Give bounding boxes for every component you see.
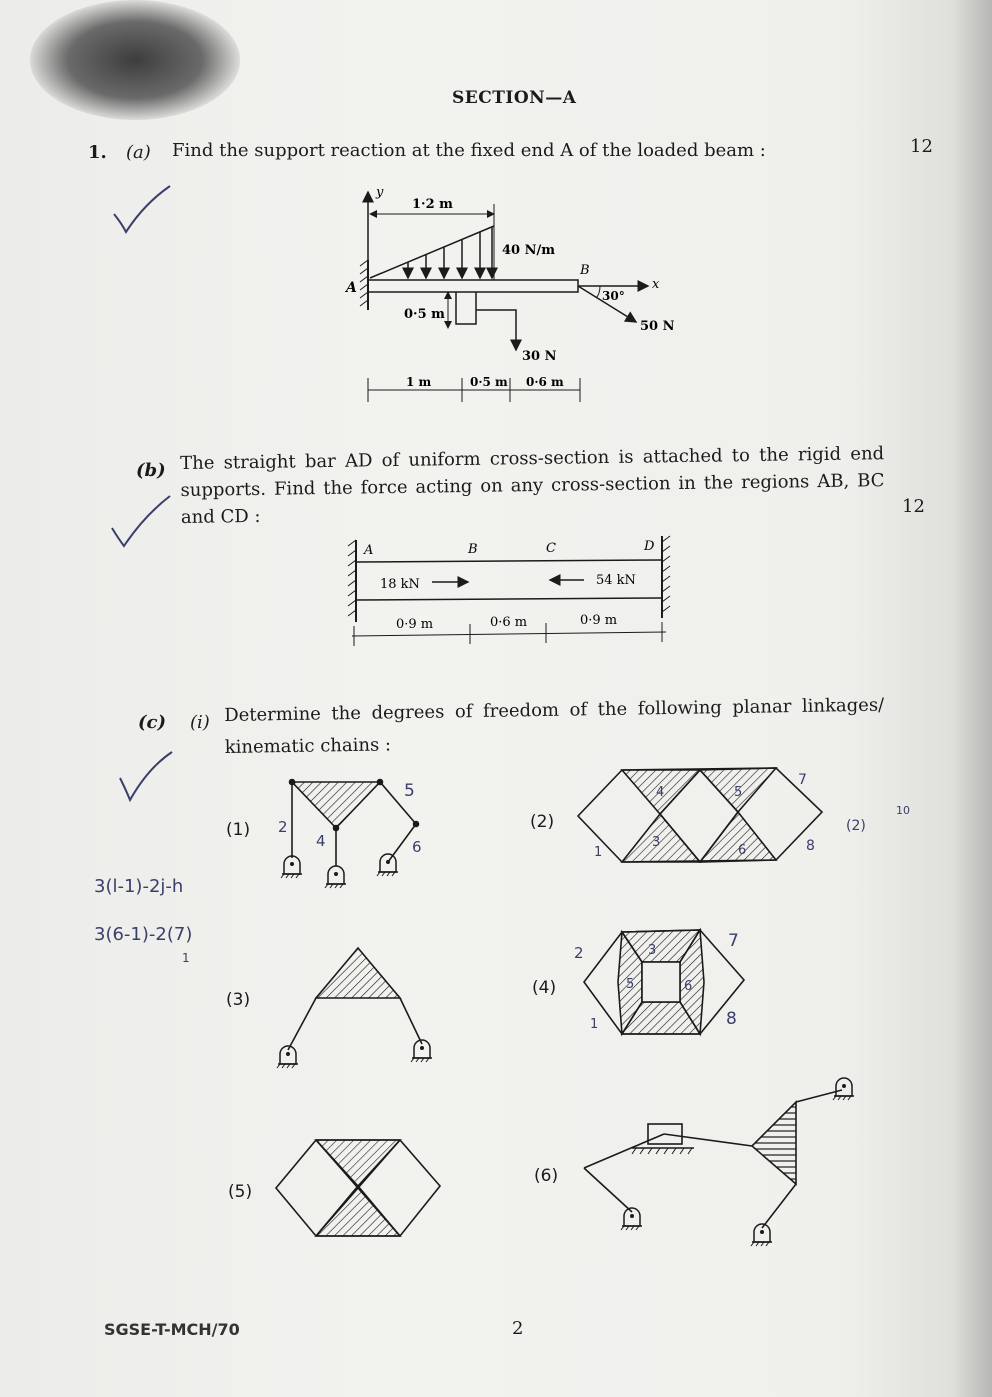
note-1: 3(l-1)-2j-h	[94, 876, 184, 897]
fig1-num-4: 4	[316, 832, 326, 850]
linkage-6	[584, 1090, 842, 1228]
part-c-label: (c)	[138, 712, 166, 733]
fig4-num-1: 1	[590, 1017, 599, 1032]
force-left-label: 18 kN	[380, 577, 420, 592]
part-c-sublabel: (i)	[190, 712, 210, 733]
fig4-num-6: 6	[684, 979, 693, 994]
dim-2: 0·5 m	[470, 375, 508, 389]
fig4-num-3: 3	[648, 943, 657, 958]
bar-point-c: C	[546, 541, 556, 556]
note-3: 1	[182, 951, 190, 965]
fig-1-label: (1)	[226, 820, 251, 840]
bar-point-b: B	[468, 542, 478, 557]
fig2-num-7: 7	[798, 772, 807, 788]
load-distributed-label: 40 N/m	[502, 243, 556, 258]
fig-6-label: (6)	[534, 1166, 559, 1186]
part-b-label: (b)	[136, 460, 166, 481]
angle-label: 30°	[602, 289, 625, 303]
bar-dim-3: 0·9 m	[580, 613, 618, 628]
dim-1: 1 m	[406, 375, 432, 389]
force-down-label: 30 N	[522, 349, 557, 364]
part-c-text: Determine the degrees of freedom of the following planar linkages/ kinematic chains :	[224, 694, 885, 758]
page-number: 2	[512, 1318, 524, 1339]
fig4-num-2: 2	[574, 944, 584, 962]
fig1-num-2: 2	[278, 818, 288, 836]
fig1-num-6: 6	[412, 838, 422, 856]
linkage-4	[584, 930, 744, 1034]
fig-3-label: (3)	[226, 990, 251, 1010]
part-b-marks: 12	[902, 496, 925, 517]
fig4-num-7: 7	[728, 931, 739, 951]
note-5: 10	[896, 804, 910, 817]
fig-4-label: (4)	[532, 978, 557, 998]
bar-dim-1: 0·9 m	[396, 617, 434, 632]
fig2-num-1: 1	[594, 845, 603, 860]
point-b-label: B	[580, 263, 590, 278]
fig2-num-8: 8	[806, 838, 815, 854]
bar-point-d: D	[644, 539, 655, 554]
linkage-2	[578, 768, 822, 862]
fig2-num-6: 6	[738, 843, 747, 858]
fig2-num-5: 5	[734, 785, 743, 800]
force-inclined-label: 50 N	[640, 319, 675, 334]
linkage-1	[290, 780, 419, 867]
part-a-text: Find the support reaction at the fixed end A of the loaded beam :	[172, 140, 766, 161]
fig-2-label: (2)	[530, 812, 555, 832]
bar-point-a: A	[364, 543, 374, 558]
axis-y-label: y	[376, 185, 384, 200]
footer-code: SGSE-T-MCH/70	[104, 1320, 240, 1339]
fig1-num-5: 5	[404, 781, 415, 801]
part-b-text: The straight bar AD of uniform cross-section is attached to the rigid end supports. Find the force acting on any cross-section in the regions AB, BC and CD :	[180, 443, 885, 528]
dim-top: 1·2 m	[412, 197, 453, 212]
question-number: 1.	[88, 142, 107, 163]
fig2-num-4: 4	[656, 785, 665, 800]
fig4-num-5: 5	[626, 977, 635, 992]
section-title: SECTION—A	[452, 88, 577, 108]
part-a-marks: 12	[910, 136, 933, 157]
note-4: (2)	[846, 818, 866, 834]
note-2: 3(6-1)-2(7)	[94, 924, 193, 945]
dim-3: 0·6 m	[526, 375, 564, 389]
linkage-3	[288, 948, 422, 1050]
bar-dim-2: 0·6 m	[490, 615, 528, 630]
linkage-5	[276, 1140, 440, 1236]
point-a-label: A	[346, 280, 357, 296]
fig4-num-8: 8	[726, 1009, 737, 1029]
dim-offset: 0·5 m	[404, 307, 445, 322]
fig-5-label: (5)	[228, 1182, 253, 1202]
fig2-num-3: 3	[652, 835, 661, 850]
force-right-label: 54 kN	[596, 573, 636, 588]
part-a-label: (a)	[126, 142, 151, 163]
axis-x-label: x	[652, 277, 660, 292]
